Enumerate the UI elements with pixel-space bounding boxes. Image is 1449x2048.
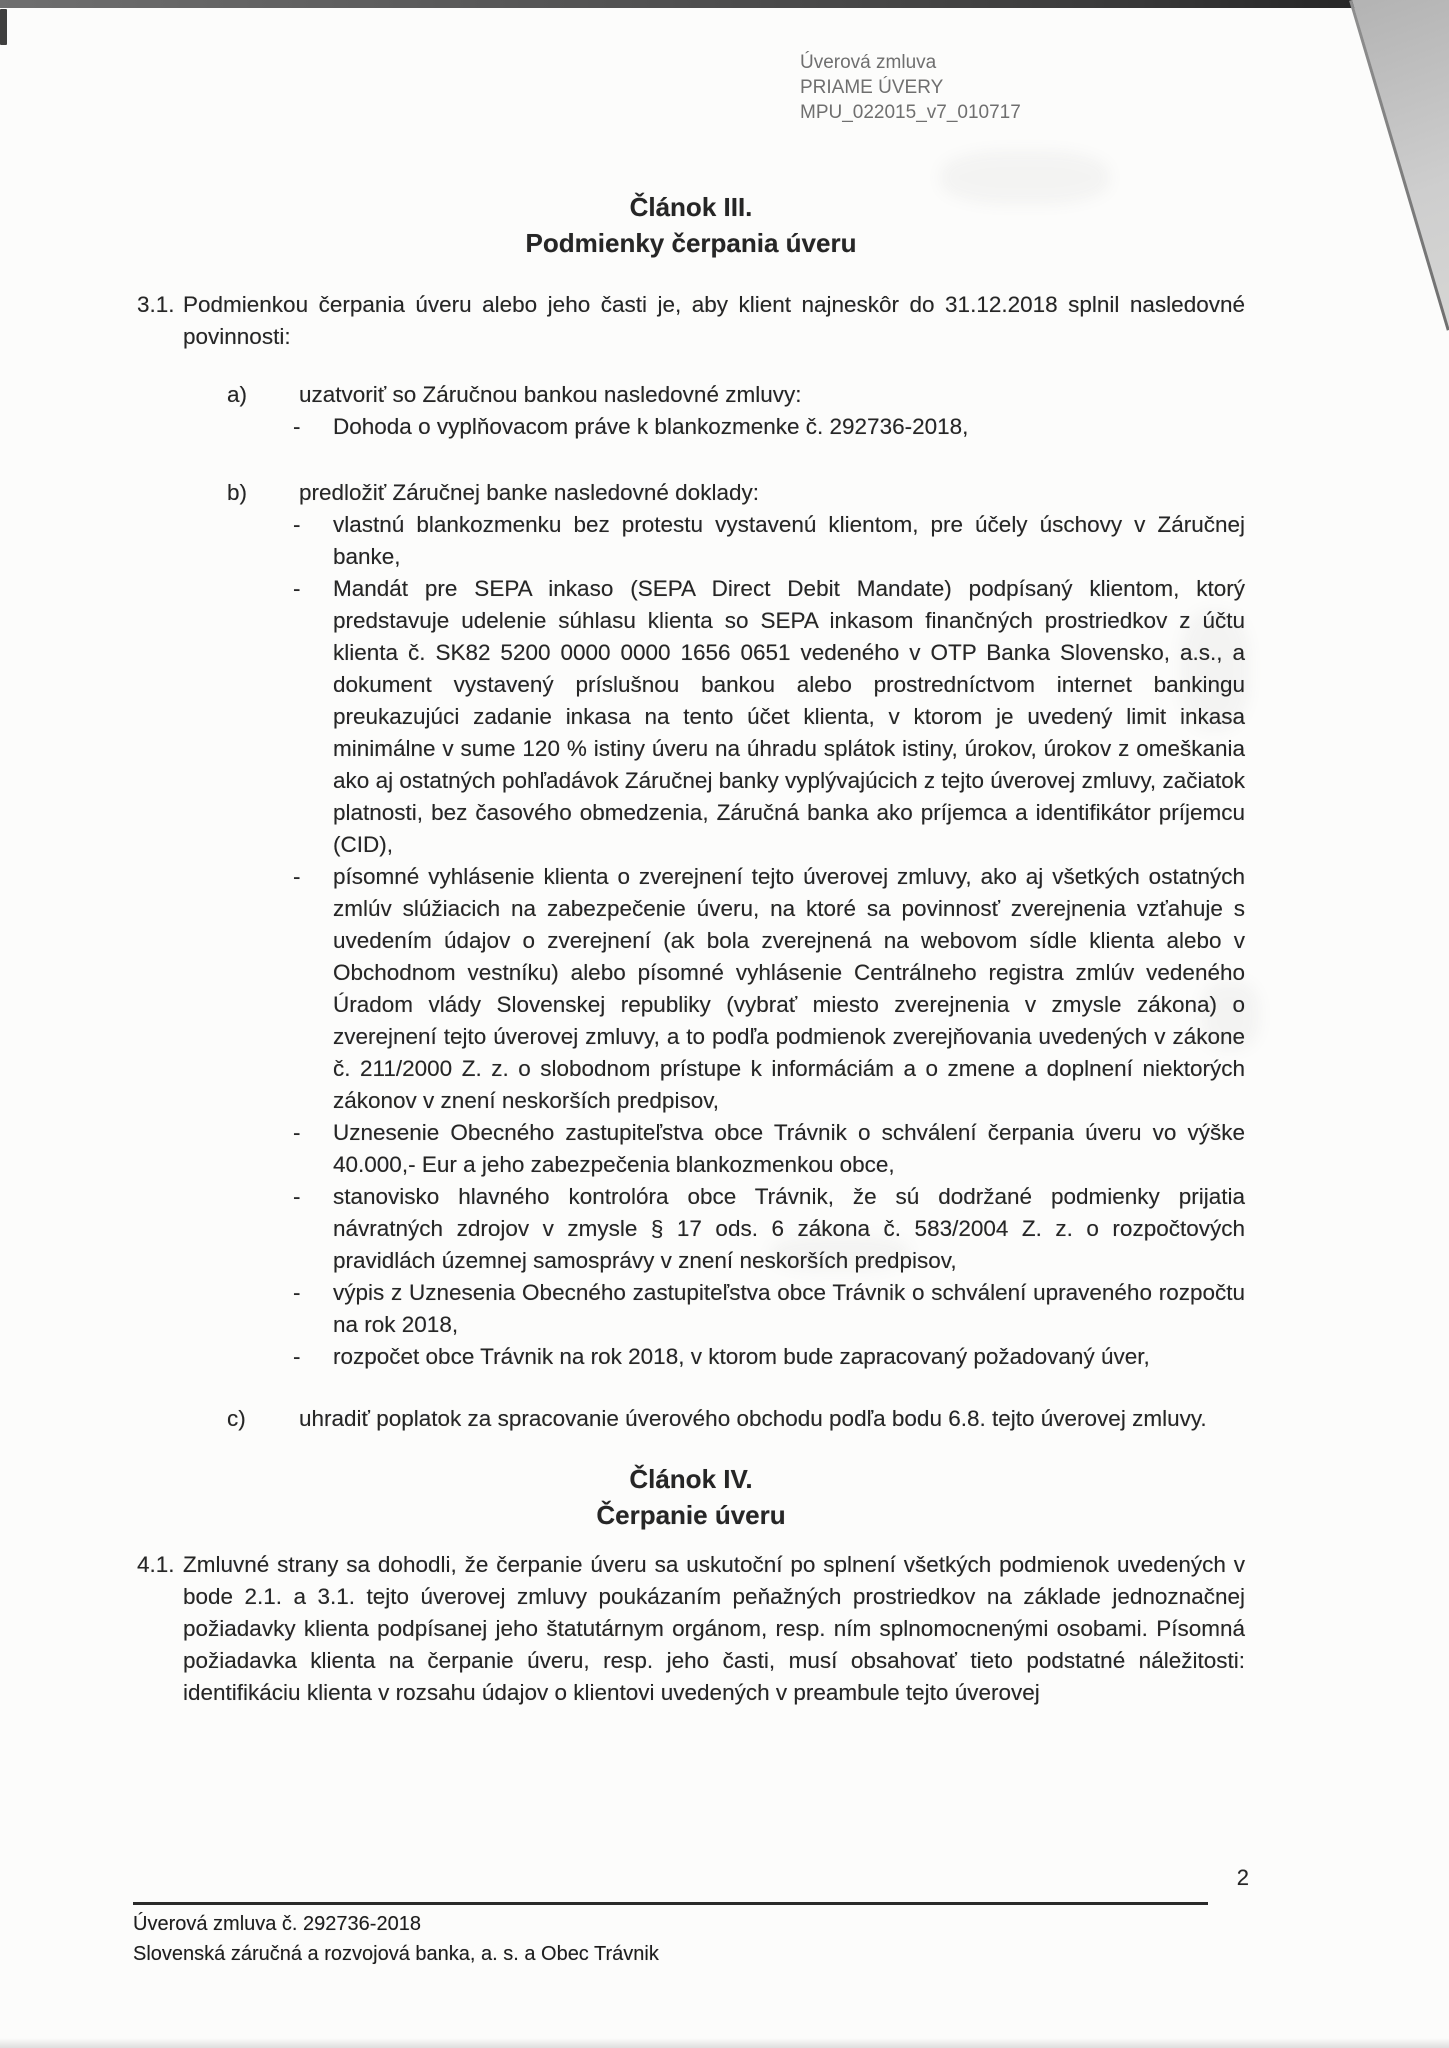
item-a-label: a) — [227, 382, 248, 407]
scan-edge-top-artifact — [0, 0, 1449, 8]
article-4-title: Článok IV. — [629, 1464, 753, 1494]
footer-rule — [133, 1902, 1208, 1905]
clause-3-1-number: 3.1. — [137, 292, 175, 317]
scan-edge-bottom-artifact — [0, 2038, 1449, 2048]
item-a-bullet-text: Dohoda o vyplňovacom práve k blankozmenke č. 292736-2018, — [333, 414, 969, 439]
item-b-bullet — [293, 1117, 1245, 1181]
bullet-dash: - — [293, 1280, 301, 1305]
bullet-dash: - — [293, 864, 301, 889]
item-b-bullet-text: písomné vyhlásenie klienta o zverejnení tejto úverovej zmluvy, ako aj všetkých ostatných zmlúv slúžiacich na zabezpečenie úveru, na ktoré sa povinnosť zverejnenia vzťahuje s uvedením údajov o zverejnení (ak bola zverejnená na webovom sídle klienta alebo v Obchodnom vestníku) alebo písomné vyhlásenie Centrálneho registra zmlúv vedeného Úradom vlády Slovenskej republiky (vybrať miesto zverejnenia v zmysle zákona) o zverejnení tejto úverovej zmluvy, a to podľa podmienok zverejňovania uvedených v zákone č. 211/2000 Z. z. o slobodnom prístupe k informáciám a o zmene a doplnení niektorých zákonov v znení neskorších predpisov, — [333, 864, 1245, 1113]
footer-parties: Slovenská záručná a rozvojová banka, a. s. a Obec Trávnik — [133, 1943, 659, 1965]
clause-3-1 — [137, 289, 1245, 353]
bullet-dash: - — [293, 576, 301, 601]
item-c-label: c) — [227, 1406, 246, 1431]
item-a-text: uzatvoriť so Záručnou bankou nasledovné zmluvy: — [299, 382, 802, 407]
item-b-bullet-text: Mandát pre SEPA inkaso (SEPA Direct Debit Mandate) podpísaný klientom, ktorý predstavuje udelenie súhlasu klienta so SEPA inkasom finančných prostriedkov z účtu klienta č. SK82 5200 0000 0000 1656 0651 vedeného v OTP Banka Slovensko, a.s., a dokument vystavený príslušnou bankou alebo prostredníctvom internet bankingu preukazujúci zadanie inkasa na tento účet klienta, v ktorom je uvedený limit inkasa minimálne v sume 120 % istiny úveru na úhradu splátok istiny, úrokov, úrokov z omeškania ako aj ostatných pohľadávok Záručnej banky vyplývajúcich z tejto úverovej zmluvy, začiatok platnosti, bez časového obmedzenia, Záručná banka ako príjemca a identifikátor príjemcu (CID), — [333, 576, 1245, 857]
item-b-label: b) — [227, 480, 248, 505]
item-a — [227, 379, 1245, 443]
item-b-bullet — [293, 573, 1245, 861]
header-doc-type: Úverová zmluva — [800, 52, 937, 73]
bullet-dash: - — [293, 414, 301, 439]
item-b — [227, 477, 1245, 1373]
document-header — [800, 50, 1245, 125]
item-b-bullet — [293, 1277, 1245, 1341]
item-c — [227, 1403, 1245, 1435]
clause-4-1-number: 4.1. — [137, 1552, 175, 1577]
article-4-subtitle: Čerpanie úveru — [596, 1500, 786, 1530]
bullet-dash: - — [293, 1184, 301, 1209]
scan-mark-left-artifact — [0, 9, 7, 45]
page-number: 2 — [1236, 1865, 1249, 1890]
article-3-title: Článok III. — [629, 192, 753, 222]
clause-4-1 — [137, 1549, 1245, 1709]
clause-4-1-text: Zmluvné strany sa dohodli, že čerpanie úveru sa uskutoční po splnení všetkých podmienok uvedených v bode 2.1. a 3.1. tejto úverovej zmluvy poukázaním peňažných prostriedkov na základe jednoznačnej požiadavky klienta podpísanej jeho štatutárnym orgánom, resp. ním splnomocnenými osobami. Písomná požiadavka klienta na čerpanie úveru, resp. jeho časti, musí obsahovať tieto podstatné náležitosti: identifikáciu klienta v rozsahu údajov o klientovi uvedených v preambule tejto úverovej — [183, 1552, 1245, 1705]
article-3-subtitle: Podmienky čerpania úveru — [525, 228, 857, 258]
item-b-bullet — [293, 1341, 1245, 1373]
clause-3-1-text: Podmienkou čerpania úveru alebo jeho časti je, aby klient najneskôr do 31.12.2018 splnil nasledovné povinnosti: — [183, 292, 1245, 349]
article-4-heading — [137, 1461, 1245, 1533]
item-b-bullet-text: rozpočet obce Trávnik na rok 2018, v ktorom bude zapracovaný požadovaný úver, — [333, 1344, 1150, 1369]
header-template-code: MPU_022015_v7_010717 — [800, 102, 1021, 123]
header-program-name: PRIAME ÚVERY — [800, 77, 944, 98]
footer-contract-number: Úverová zmluva č. 292736-2018 — [133, 1913, 421, 1935]
item-b-bullet-text: Uznesenie Obecného zastupiteľstva obce Trávnik o schválení čerpania úveru vo výške 40.000,- Eur a jeho zabezpečenia blankozmenkou obce, — [333, 1120, 1245, 1177]
bullet-dash: - — [293, 512, 301, 537]
item-b-bullet-text: stanovisko hlavného kontrolóra obce Trávnik, že sú dodržané podmienky prijatia návratných zdrojov v zmysle § 17 ods. 6 zákona č. 583/2004 Z. z. o rozpočtových pravidlách územnej samosprávy v znení neskorších predpisov, — [333, 1184, 1245, 1273]
page-footer — [133, 1902, 1208, 1969]
item-c-text: uhradiť poplatok za spracovanie úverového obchodu podľa bodu 6.8. tejto úverovej zmluvy. — [299, 1406, 1207, 1431]
bullet-dash: - — [293, 1120, 301, 1145]
item-b-bullet-text: výpis z Uznesenia Obecného zastupiteľstva obce Trávnik o schválení upraveného rozpočtu na rok 2018, — [333, 1280, 1245, 1337]
bullet-dash: - — [293, 1344, 301, 1369]
document-content — [0, 50, 1449, 1709]
item-b-bullet-text: vlastnú blankozmenku bez protestu vystavenú klientom, pre účely úschovy v Záručnej banke, — [333, 512, 1245, 569]
item-a-bullet — [293, 411, 1245, 443]
item-b-bullet — [293, 861, 1245, 1117]
item-b-text: predložiť Záručnej banke nasledovné doklady: — [299, 480, 759, 505]
item-b-bullet — [293, 1181, 1245, 1277]
item-b-bullet — [293, 509, 1245, 573]
article-3-heading — [137, 189, 1245, 261]
